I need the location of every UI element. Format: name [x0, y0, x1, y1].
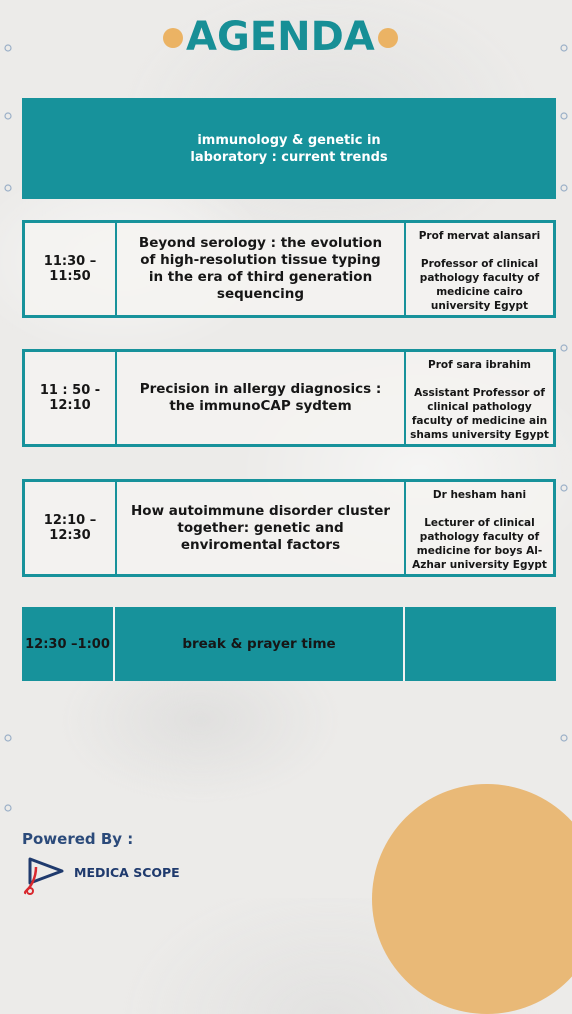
page-title: AGENDA: [186, 14, 375, 60]
agenda-row: [22, 349, 556, 447]
row-time: 11:30 – 11:50: [25, 223, 117, 315]
row-speaker: [406, 352, 553, 444]
speaker-name: Prof mervat alansari: [418, 230, 541, 242]
ornament-icon: [556, 108, 572, 124]
banner-title: [179, 132, 399, 166]
speaker-role: Professor of clinical pathology faculty of medicine cairo university Egypt: [419, 258, 540, 312]
brand-name: MEDICA SCOPE: [74, 865, 180, 880]
row-speaker: [406, 223, 553, 315]
row-topic: Beyond serology : the evolution of high-resolution tissue typing in the era of third generation sequencing: [117, 223, 406, 315]
break-time: 12:30 –1:00: [22, 607, 115, 681]
medica-scope-logo-icon: [22, 853, 72, 895]
speaker-name: Prof sara ibrahim: [428, 359, 531, 371]
row-speaker: [406, 482, 553, 574]
break-label: break & prayer time: [115, 607, 405, 681]
break-empty-cell: [405, 607, 556, 681]
title-dot-left: [163, 28, 183, 48]
agenda-row: [22, 479, 556, 577]
ornament-icon: [0, 730, 16, 746]
speaker-name: Dr hesham hani: [432, 489, 527, 501]
row-topic: Precision in allergy diagnosics : the immunoCAP sydtem: [117, 352, 406, 444]
ornament-icon: [556, 340, 572, 356]
ornament-icon: [556, 180, 572, 196]
session-banner: [22, 98, 556, 199]
row-time: 11 : 50 - 12:10: [25, 352, 117, 444]
decorative-blob: [372, 784, 572, 1014]
powered-by-label: Powered By :: [22, 830, 134, 848]
break-row: [22, 607, 556, 681]
ornament-icon: [556, 730, 572, 746]
speaker-role: Lecturer of clinical pathology faculty of medicine for boys Al-Azhar university Egypt: [412, 517, 547, 571]
ornament-icon: [0, 800, 16, 816]
row-topic: How autoimmune disorder cluster together: genetic and enviromental factors: [117, 482, 406, 574]
banner-line-1: immunology & genetic in: [197, 132, 381, 148]
agenda-row: [22, 220, 556, 318]
speaker-role: Assistant Professor of clinical pathology faculty of medicine ain shams university Egypt: [410, 387, 549, 441]
row-time: 12:10 – 12:30: [25, 482, 117, 574]
title-dot-right: [378, 28, 398, 48]
ornament-icon: [0, 108, 16, 124]
ornament-icon: [556, 480, 572, 496]
banner-line-2: laboratory : current trends: [190, 149, 388, 165]
ornament-icon: [0, 180, 16, 196]
title-bar: [0, 14, 572, 64]
